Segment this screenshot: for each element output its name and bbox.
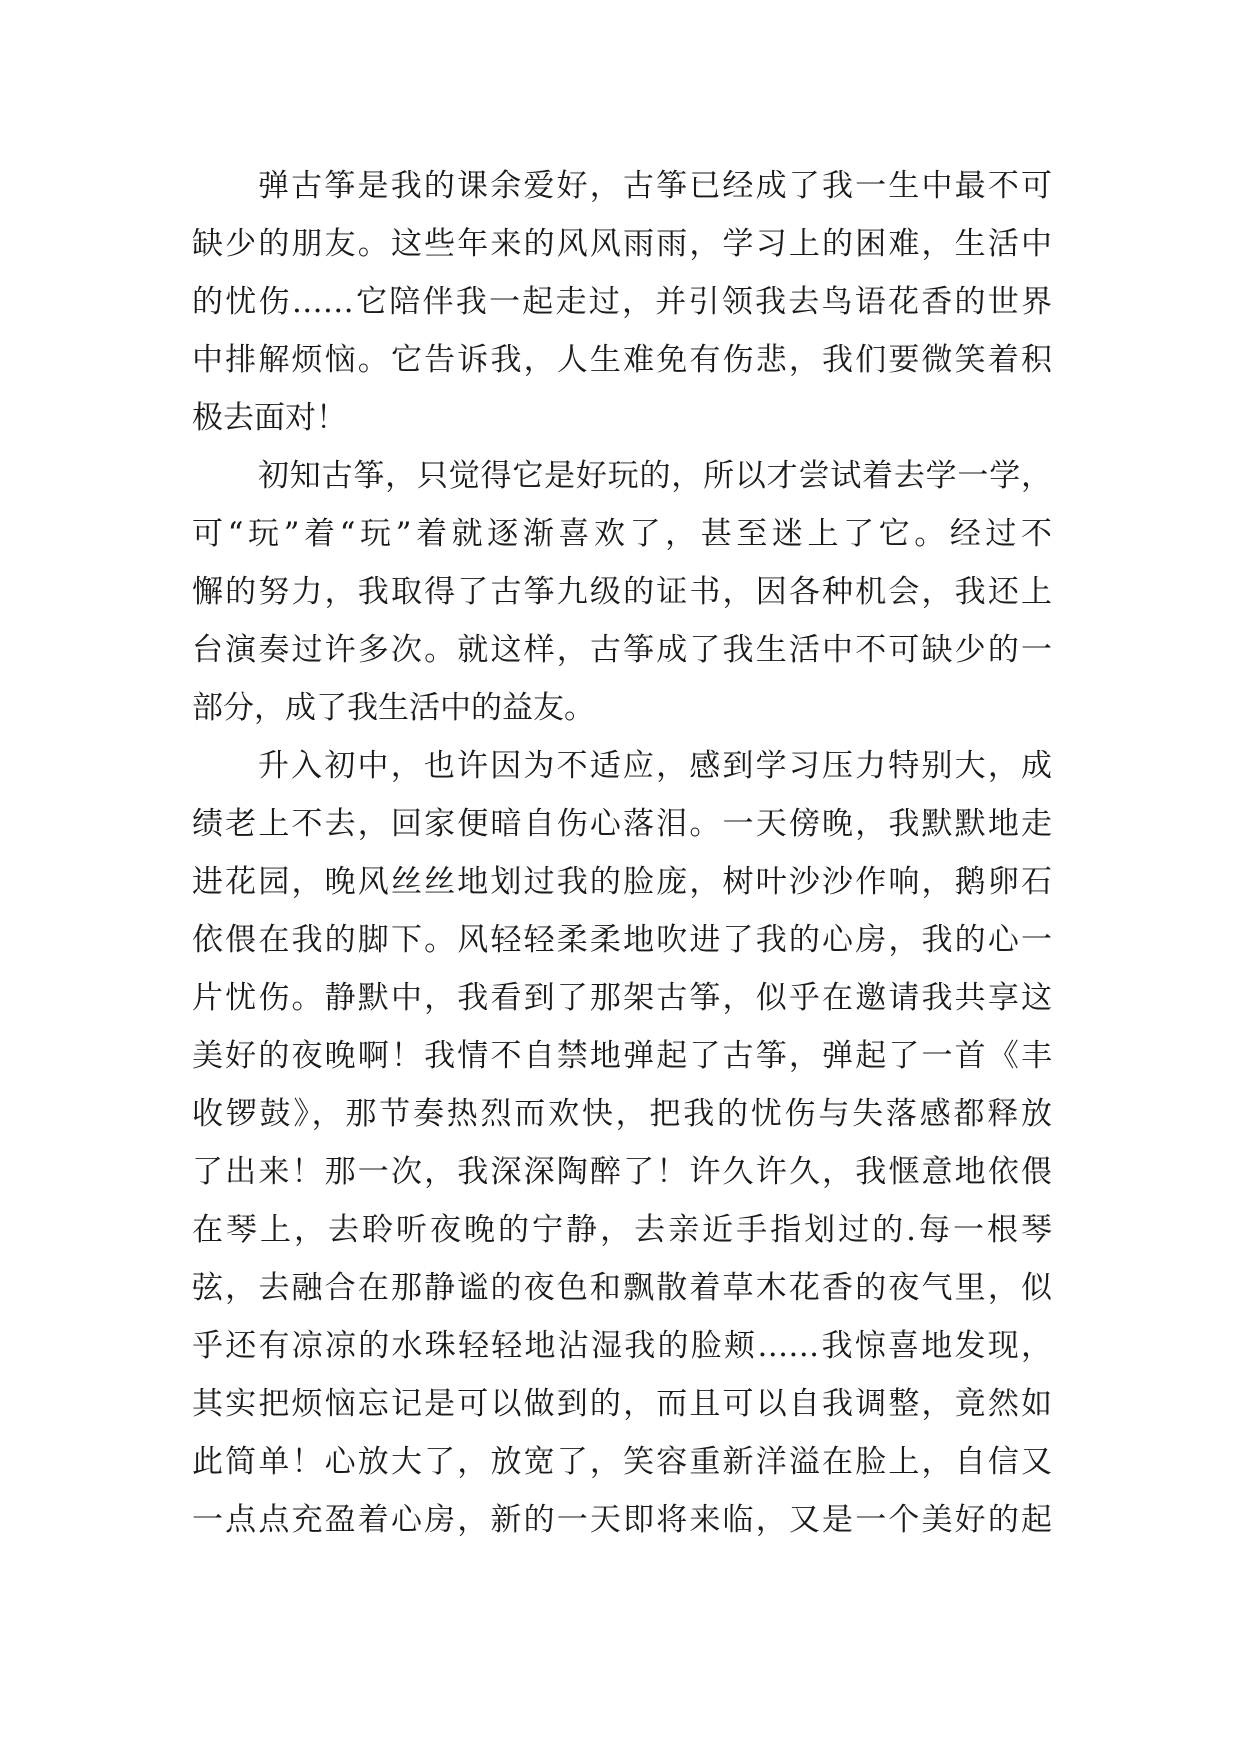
- text-line: 部分，成了我生活中的益友。: [192, 690, 595, 726]
- text-line: 的忧伤……它陪伴我一起走过，并引领我去鸟语花香的世界: [192, 284, 1052, 320]
- text-line: 懈的努力，我取得了古筝九级的证书，因各种机会，我还上: [192, 574, 1052, 610]
- text-line: 依偎在我的脚下。风轻轻柔柔地吹进了我的心房，我的心一: [192, 922, 1052, 958]
- text-line: 此简单！心放大了，放宽了，笑容重新洋溢在脸上，自信又: [192, 1444, 1052, 1480]
- text-line: 弹古筝是我的课余爱好，古筝已经成了我一生中最不可: [258, 168, 1052, 204]
- text-line: 其实把烦恼忘记是可以做到的，而且可以自我调整，竟然如: [192, 1386, 1052, 1422]
- text-line: 收锣鼓》，那节奏热烈而欢快，把我的忧伤与失落感都释放: [192, 1096, 1052, 1132]
- text-line: 片忧伤。静默中，我看到了那架古筝，似乎在邀请我共享这: [192, 980, 1052, 1016]
- text-line: 台演奏过许多次。就这样，古筝成了我生活中不可缺少的一: [192, 632, 1052, 668]
- text-line: 绩老上不去，回家便暗自伤心落泪。一天傍晚，我默默地走: [192, 806, 1052, 842]
- text-line: 一点点充盈着心房，新的一天即将来临，又是一个美好的起: [192, 1502, 1052, 1538]
- text-line: 进花园，晚风丝丝地划过我的脸庞，树叶沙沙作响，鹅卵石: [192, 864, 1052, 900]
- text-line: 了出来！那一次，我深深陶醉了！许久许久，我惬意地依偎: [192, 1154, 1052, 1190]
- text-line: 弦，去融合在那静谧的夜色和飘散着草木花香的夜气里，似: [192, 1270, 1052, 1306]
- text-line: 极去面对！: [192, 400, 347, 436]
- text-line: 可“玩”着“玩”着就逐渐喜欢了，甚至迷上了它。经过不: [192, 516, 1052, 552]
- text-line: 在琴上，去聆听夜晚的宁静，去亲近手指划过的.每一根琴: [192, 1212, 1052, 1248]
- text-line: 缺少的朋友。这些年来的风风雨雨，学习上的困难，生活中: [192, 226, 1052, 262]
- text-line: 初知古筝，只觉得它是好玩的，所以才尝试着去学一学，: [258, 458, 1052, 494]
- text-line: 乎还有凉凉的水珠轻轻地沾湿我的脸颊……我惊喜地发现，: [192, 1328, 1052, 1364]
- text-line: 升入初中，也许因为不适应，感到学习压力特别大，成: [258, 748, 1052, 784]
- text-line: 中排解烦恼。它告诉我，人生难免有伤悲，我们要微笑着积: [192, 342, 1052, 378]
- text-line: 美好的夜晚啊！我情不自禁地弹起了古筝，弹起了一首《丰: [192, 1038, 1052, 1074]
